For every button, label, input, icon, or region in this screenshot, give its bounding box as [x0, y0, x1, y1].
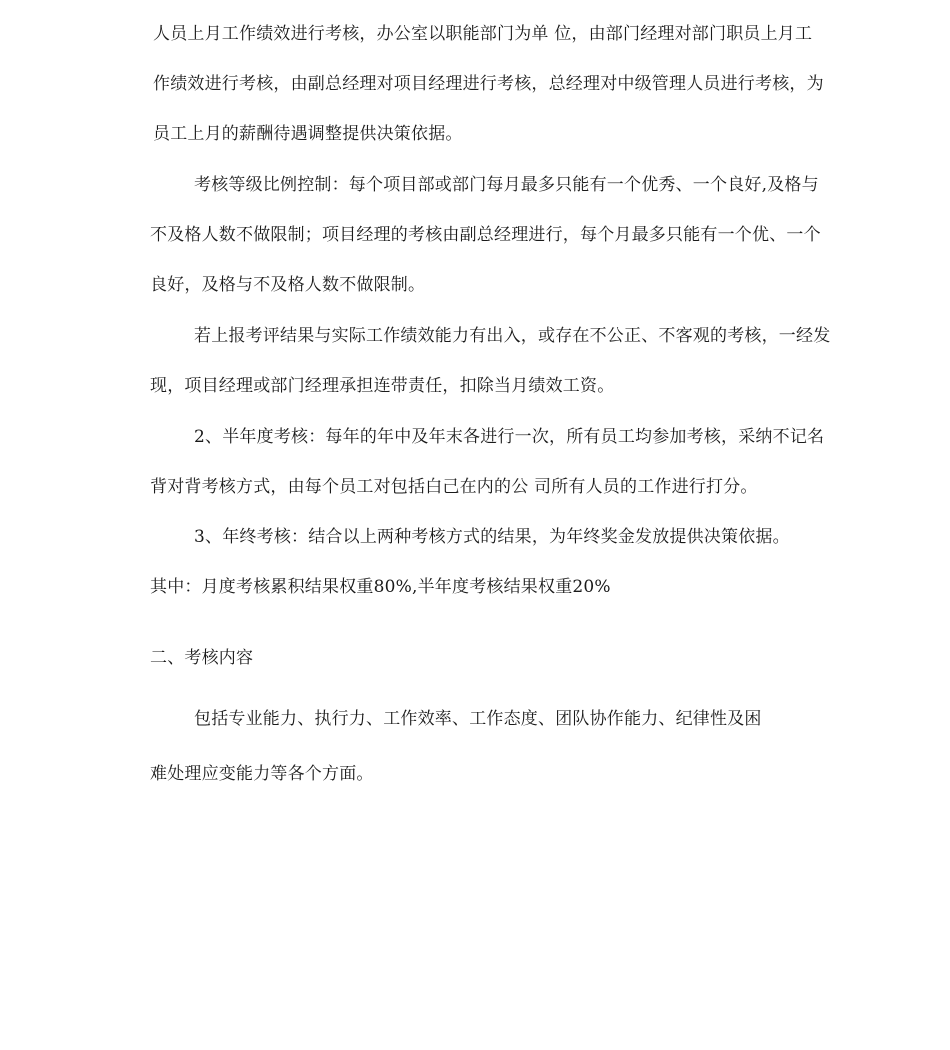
- section2-heading: 二、考核内容: [150, 648, 254, 668]
- para4-line2: 背对背考核方式，由每个员工对包括白己在内的公 司所有人员的工作进行打分。: [150, 477, 758, 497]
- para6-line2: 难处理应变能力等各个方面。: [150, 764, 374, 784]
- para1-line2: 作绩效进行考核，由副总经理对项目经理进行考核，总经理对中级管理人员进行考核，为: [153, 74, 824, 94]
- para1-line1: 人员上月工作绩效进行考核，办公室以职能部门为单 位，由部门经理对部门职员上月工: [153, 24, 813, 44]
- para2-line2: 不及格人数不做限制；项目经理的考核由副总经理进行，每个月最多只能有一个优、一个: [150, 225, 821, 245]
- para4-line1: 2、半年度考核：每年的年中及年末各进行一次，所有员工均参加考核，采纳不记名: [194, 427, 825, 447]
- para2-line1: 考核等级比例控制：每个项目部或部门每月最多只能有一个优秀、一个良好,及格与: [194, 175, 819, 195]
- para5-line1: 3、年终考核：结合以上两种考核方式的结果，为年终奖金发放提供决策依据。: [194, 527, 790, 547]
- para3-line2: 现，项目经理或部门经理承担连带责任，扣除当月绩效工资。: [150, 376, 615, 396]
- para3-line1: 若上报考评结果与实际工作绩效能力有出入，或存在不公正、不客观的考核，一经发: [194, 326, 831, 346]
- weights-line: 其中：月度考核累积结果权重80%,半年度考核结果权重20%: [150, 577, 611, 597]
- para6-line1: 包括专业能力、执行力、工作效率、工作态度、团队协作能力、纪律性及困: [194, 709, 762, 729]
- para1-line3: 员工上月的薪酬待遇调整提供决策依据。: [153, 124, 463, 144]
- para2-line3: 良好，及格与不及格人数不做限制。: [150, 275, 426, 295]
